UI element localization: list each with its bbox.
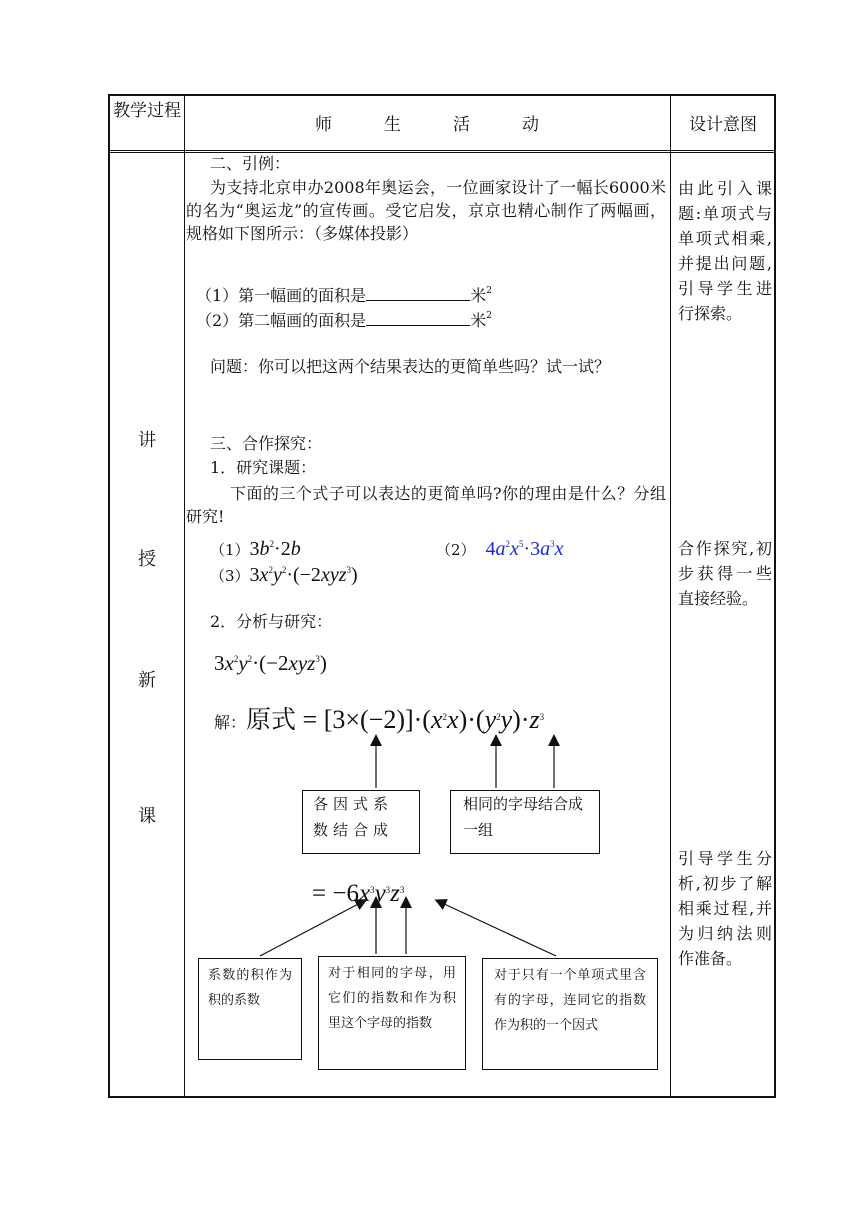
math-expression: = $[3\times(-2)]\cdot(x^2x)\cdot(y^2y)\cdot z^3$ bbox=[296, 705, 545, 734]
annotation-arrows bbox=[110, 96, 774, 1096]
section-2-paragraph: 为支持北京申办2008年奥运会，一位画家设计了一幅长6000米的名为“奥运龙”的宣传画。受它启发，京京也精心制作了两幅画，规格如下图所示：（多媒体投影） bbox=[186, 178, 666, 243]
expression-label: （2） bbox=[436, 541, 476, 559]
math-expression: $3x^2y^2\cdot(-2xyz^3)$ bbox=[214, 651, 327, 675]
section-3-title: 三、合作探究： bbox=[210, 434, 323, 453]
question-2-text: （2）第二幅画的面积是 bbox=[196, 311, 367, 330]
expression-label: （3） bbox=[210, 567, 250, 585]
unit: 米 bbox=[470, 286, 487, 305]
question-paragraph: 问题：你可以把这两个结果表达的更简单些吗？试一试？ bbox=[210, 357, 611, 376]
item-1-paragraph: 下面的三个式子可以表达的更简单吗?你的理由是什么？分组研究! bbox=[186, 484, 666, 526]
header-intent: 设计意图 bbox=[689, 115, 757, 135]
side-label: 新 bbox=[138, 670, 156, 691]
expression-label: （1） bbox=[210, 541, 250, 559]
intent-intro: 由此引入课题:单项式与单项式相乘,并提出问题,引导学生进行探索。 bbox=[678, 179, 772, 323]
solution-label: 解： bbox=[214, 713, 247, 732]
unit: 米 bbox=[470, 311, 487, 330]
annotation-box-coefficients: 各因式系数结合成 bbox=[302, 790, 420, 854]
unit-exponent: 2 bbox=[486, 286, 492, 296]
math-expression: $3b^2\cdot 2b$ bbox=[249, 538, 301, 560]
intent-analysis: 引导学生分析,初步了解相乘过程,并为归纳法则作准备。 bbox=[678, 849, 772, 968]
header-process: 教学过程 bbox=[113, 101, 181, 121]
math-expression: $3x^2y^2\cdot(-2xyz^3)$ bbox=[249, 564, 358, 586]
intent-cooperation: 合作探究,初步获得一些直接经验。 bbox=[678, 539, 772, 608]
annotation-box-unique-letters: 对于只有一个单项式里含有的字母，连同它的指数作为积的一个因式 bbox=[482, 958, 658, 1070]
header-activity: 师生活动 bbox=[315, 115, 591, 135]
side-label: 授 bbox=[138, 549, 156, 570]
math-result: = $-6x^3y^3z^3$ bbox=[312, 880, 405, 907]
item-1-title: 1．研究课题： bbox=[210, 458, 317, 477]
item-2-title: 2．分析与研究： bbox=[210, 612, 333, 631]
solution-word: 原式 bbox=[246, 705, 297, 734]
unit-exponent: 2 bbox=[486, 311, 492, 321]
section-2-title: 二、引例： bbox=[210, 154, 291, 173]
math-expression: $4a^2x^5\cdot 3a^3x$ bbox=[475, 538, 564, 560]
question-1-text: （1）第一幅画的面积是 bbox=[196, 286, 367, 305]
annotation-box-same-letters: 相同的字母结合成一组 bbox=[450, 790, 600, 854]
annotation-box-common-letters: 对于相同的字母，用它们的指数和作为积里这个字母的指数 bbox=[318, 956, 466, 1070]
side-label: 课 bbox=[138, 806, 156, 827]
lesson-table bbox=[108, 94, 776, 1098]
side-label: 讲 bbox=[138, 430, 156, 451]
annotation-box-product-coefficient: 系数的积作为积的系数 bbox=[198, 958, 302, 1060]
